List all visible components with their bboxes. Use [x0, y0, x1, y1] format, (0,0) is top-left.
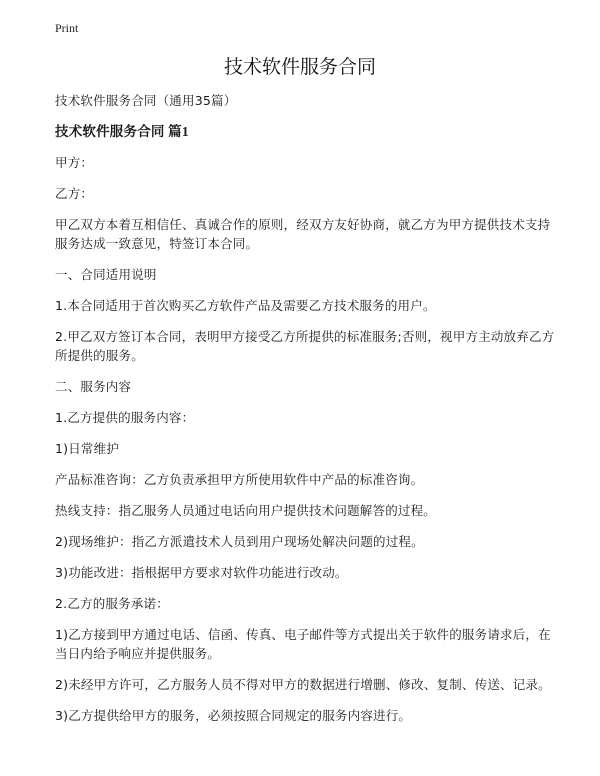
subtitle: 技术软件服务合同（通用35篇） [55, 93, 237, 108]
clause-paragraph: 2)未经甲方许可，乙方服务人员不得对甲方的数据进行增删、修改、复制、传送、记录。 [55, 677, 551, 692]
document-title: 技术软件服务合同 [223, 56, 376, 78]
clause-paragraph: 热线支持：指乙服务人员通过电话向用户提供技术问题解答的过程。 [55, 503, 437, 518]
clause-paragraph: 1.本合同适用于首次购买乙方软件产品及需要乙方技术服务的用户。 [55, 298, 436, 313]
section-heading: 技术软件服务合同 篇1 [55, 124, 189, 139]
party-b-label: 乙方： [55, 186, 94, 201]
clause-heading: 二、服务内容 [55, 379, 132, 394]
clause-paragraph: 3)乙方提供给甲方的服务，必须按照合同规定的服务内容进行。 [55, 708, 412, 723]
document-body [55, 91, 555, 737]
intro-paragraph: 甲乙双方本着互相信任、真诚合作的原则，经双方友好协商，就乙方为甲方提供技术支持服务达成一致意见，特签订本合同。 [55, 217, 551, 251]
clause-paragraph: 产品标准咨询：乙方负责承担甲方所使用软件中产品的标准咨询。 [55, 472, 424, 487]
clause-paragraph: 1)乙方接到甲方通过电话、信函、传真、电子邮件等方式提出关于软件的服务请求后，在当日内给予响应并提供服务。 [55, 627, 551, 661]
clause-paragraph: 1)日常维护 [55, 441, 120, 456]
clause-paragraph: 2.乙方的服务承诺： [55, 596, 169, 611]
clause-paragraph: 1.乙方提供的服务内容： [55, 410, 195, 425]
clause-paragraph: 2.甲乙双方签订本合同，表明甲方接受乙方所提供的标准服务;否则，视甲方主动放弃乙方所提供的服务。 [55, 329, 555, 363]
clause-heading: 一、合同适用说明 [55, 267, 157, 282]
clause-paragraph: 3)功能改进：指根据甲方要求对软件功能进行改动。 [55, 565, 348, 580]
clause-paragraph: 2)现场维护：指乙方派遣技术人员到用户现场处解决问题的过程。 [55, 534, 424, 549]
party-a-label: 甲方： [55, 155, 94, 170]
print-link[interactable]: Print [55, 21, 79, 35]
